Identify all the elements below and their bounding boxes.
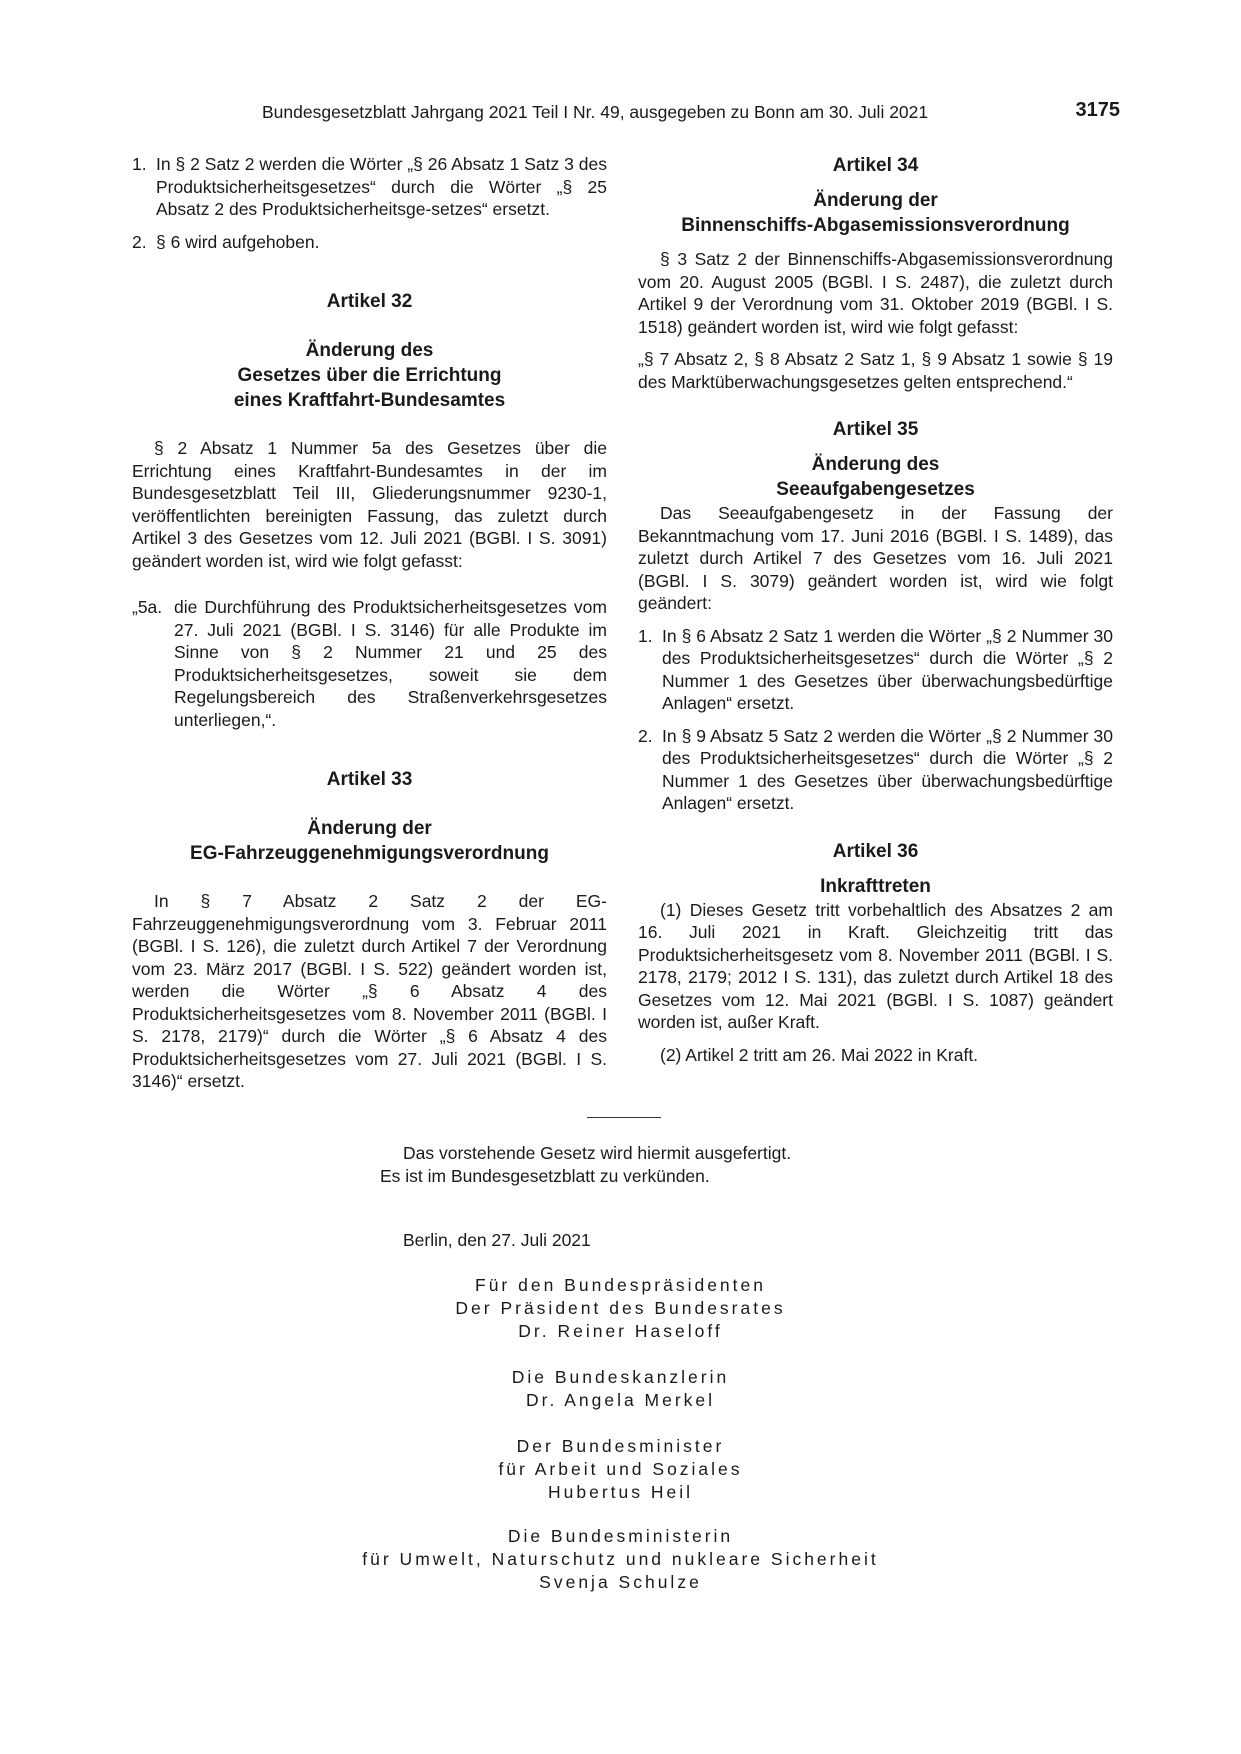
signature-line: Der Präsident des Bundesrates: [455, 1298, 786, 1318]
list-item-number: 1.: [638, 625, 653, 646]
quote-text: die Durchführung des Produktsicherheitsgesetzes vom 27. Juli 2021 (BGBl. I S. 3146) für alle Produkte im Sinne von § 2 Nummer 21 und 25 des Produktsicherheitsgesetzes, soweit sie dem Regelungsbereich des Straßenverkehrsgesetzes unterliegen,“.: [174, 597, 607, 730]
article-34-title-line: Binnenschiffs-Abgasemissionsverordnung: [681, 215, 1070, 236]
signature-line: Für den Bundespräsidenten: [475, 1275, 766, 1295]
article-35-body: Das Seeaufgabengesetz in der Fassung der Bekanntmachung vom 17. Juni 2016 (BGBl. I S. 1489), das zuletzt durch Artikel 7 des Gesetzes vom 16. Juli 2021 (BGBl. I S. 3079) geändert worden ist, wird wie folgt geändert:: [638, 503, 1113, 613]
list-item-number: 1.: [132, 154, 147, 174]
list-item: [638, 625, 1113, 715]
article-32-quote: [132, 596, 607, 731]
signature-line: Hubertus Heil: [547, 1482, 694, 1502]
signature-block: [0, 1274, 1241, 1343]
right-column: [638, 153, 1113, 1066]
list-item-number: 2.: [638, 725, 653, 746]
signature-line: Die Bundeskanzlerin: [511, 1367, 730, 1387]
signature-line: Die Bundesministerin: [507, 1526, 734, 1546]
signature-block: [0, 1366, 1241, 1412]
place-date: Berlin, den 27. Juli 2021: [403, 1230, 591, 1250]
signature-line: für Arbeit und Soziales: [498, 1459, 743, 1479]
page-number: 3175: [1075, 99, 1120, 121]
article-32-heading: Artikel 32: [326, 291, 413, 312]
signature-block: [0, 1435, 1241, 1504]
separator-rule: [587, 1117, 661, 1118]
list-item-text: In § 9 Absatz 5 Satz 2 werden die Wörter „§ 2 Nummer 30 des Produktsicherheitsgesetzes“ durch die Wörter „§ 2 Nummer 1 des Gesetzes über überwachungsbedürftige Anlagen“ ersetzt.: [662, 725, 1113, 813]
article-35-title-line: Seeaufgabengesetzes: [776, 479, 975, 500]
signature-block: [0, 1525, 1241, 1594]
article-36-heading: Artikel 36: [832, 840, 919, 862]
running-header: Bundesgesetzblatt Jahrgang 2021 Teil I Nr. 49, ausgegeben zu Bonn am 30. Juli 2021: [262, 102, 929, 122]
article-32-title-line: Änderung des: [305, 340, 434, 361]
article-34-title-line: Änderung der: [813, 190, 938, 211]
signature-line: Dr. Reiner Haseloff: [518, 1321, 723, 1341]
quote-number: „5a.: [132, 597, 163, 617]
article-36-title-line: Inkrafttreten: [820, 875, 931, 897]
article-35-title-line: Änderung des: [811, 454, 940, 475]
signature-line: Svenja Schulze: [539, 1572, 702, 1592]
list-item-text: In § 6 Absatz 2 Satz 1 werden die Wörter „§ 2 Nummer 30 des Produktsicherheitsgesetzes“ durch die Wörter „§ 2 Nummer 1 des Gesetzes über überwachungsbedürftige Anlagen“ ersetzt.: [662, 625, 1113, 713]
enactment-line-1: Das vorstehende Gesetz wird hiermit ausgefertigt.: [403, 1143, 792, 1163]
article-32-title-line: eines Kraftfahrt-Bundesamtes: [233, 390, 506, 411]
article-36-paragraph-2: (2) Artikel 2 tritt am 26. Mai 2022 in Kraft.: [660, 1044, 979, 1065]
signature-line: Dr. Angela Merkel: [525, 1390, 716, 1410]
list-item: [132, 231, 607, 254]
article-33-heading: Artikel 33: [326, 769, 413, 790]
enactment-line-2: Es ist im Bundesgesetzblatt zu verkünden.: [380, 1166, 710, 1186]
article-33-title-line: EG-Fahrzeuggenehmigungsverordnung: [190, 843, 549, 864]
article-34-quote: „§ 7 Absatz 2, § 8 Absatz 2 Satz 1, § 9 Absatz 1 sowie § 19 des Marktüberwachungsgesetzes gelten entsprechend.“: [638, 349, 1113, 392]
left-column: [132, 153, 607, 1093]
article-34-body: § 3 Satz 2 der Binnenschiffs-Abgasemissionsverordnung vom 20. August 2005 (BGBl. I S. 2487), die zuletzt durch Artikel 9 der Verordnung vom 31. Oktober 2019 (BGBl. I S. 1518) geändert worden ist, wird wie folgt gefasst:: [638, 249, 1113, 337]
list-item-text: In § 2 Satz 2 werden die Wörter „§ 26 Absatz 1 Satz 3 des Produktsicherheitsgesetzes“ durch die Wörter „§ 25 Absatz 2 des Produktsicherheitsge-setzes“ ersetzt.: [156, 154, 607, 219]
article-33-body: In § 7 Absatz 2 Satz 2 der EG-Fahrzeuggenehmigungsverordnung vom 3. Februar 2011 (BGBl. I S. 126), die zuletzt durch Artikel 7 der Verordnung vom 23. März 2017 (BGBl. I S. 522) geändert worden ist, werden die Wörter „§ 6 Absatz 4 des Produktsicherheitsgesetzes vom 8. November 2011 (BGBl. I S. 2178, 2179)“ durch die Wörter „§ 6 Absatz 4 des Produktsicherheitsgesetzes vom 27. Juli 2021 (BGBl. I S. 3146)“ ersetzt.: [132, 891, 607, 1091]
article-32-body: § 2 Absatz 1 Nummer 5a des Gesetzes über die Errichtung eines Kraftfahrt-Bundesamtes in der im Bundesgesetzblatt Teil III, Gliederungsnummer 9230-1, veröffentlichten bereinigten Fassung, das zuletzt durch Artikel 3 des Gesetzes vom 12. Juli 2021 (BGBl. I S. 3091) geändert worden ist, wird wie folgt gefasst:: [132, 438, 607, 571]
signature-line: Der Bundesminister: [516, 1436, 725, 1456]
article-33-title-line: Änderung der: [307, 818, 432, 839]
list-item-number: 2.: [132, 231, 147, 252]
article-36-paragraph-1: (1) Dieses Gesetz tritt vorbehaltlich des Absatzes 2 am 16. Juli 2021 in Kraft. Gleichzeitig tritt das Produktsicherheitsgesetz vom 8. November 2011 (BGBl. I S. 2178, 2179; 2012 I S. 131), das zuletzt durch Artikel 18 des Gesetzes vom 12. Mai 2021 (BGBl. I S. 1087) geändert worden ist, außer Kraft.: [638, 899, 1113, 1032]
signature-line: für Umwelt, Naturschutz und nukleare Sicherheit: [362, 1549, 879, 1569]
list-item: [132, 153, 607, 221]
article-35-heading: Artikel 35: [832, 419, 919, 440]
article-34-heading: Artikel 34: [832, 155, 919, 176]
article-32-title-line: Gesetzes über die Errichtung: [237, 365, 502, 386]
list-item-text: § 6 wird aufgehoben.: [156, 231, 320, 252]
list-item: [638, 725, 1113, 815]
